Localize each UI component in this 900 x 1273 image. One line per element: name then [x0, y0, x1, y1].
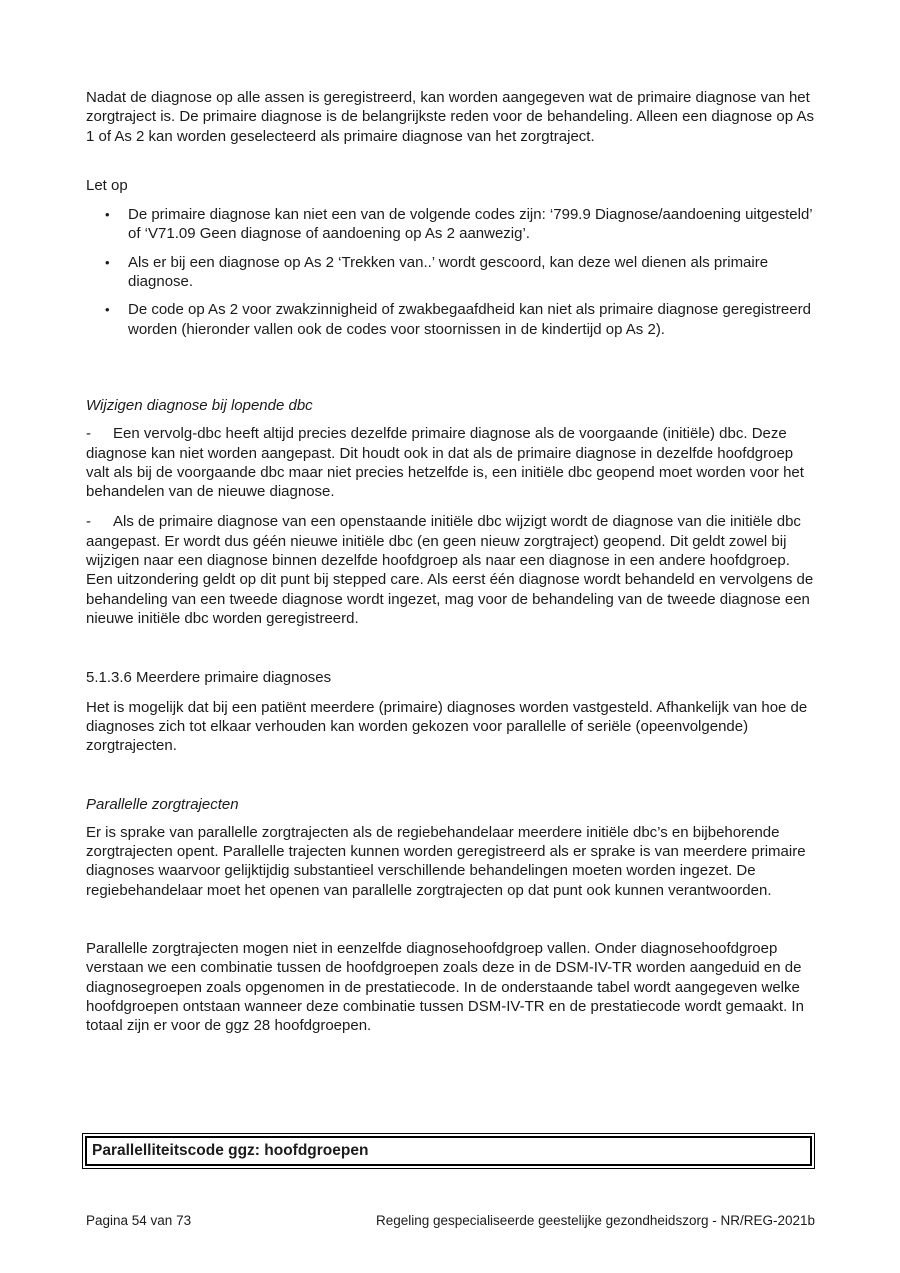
dash-item — [86, 512, 815, 628]
parallelle-paragraph-2: Parallelle zorgtrajecten mogen niet in eenzelfde diagnosehoofdgroep vallen. Onder diagnosehoofdgroep verstaan we een combinatie tussen de hoofdgroepen zoals deze in de DSM-IV-TR worden aangeduid en de diagnosegroepen zoals opgenomen in de prestatiecode. In de onderstaande tabel wordt aangegeven welke hoofdgroepen ontstaan wanneer deze combinatie tussen DSM-IV-TR en de prestatiecode wordt gemaakt. In totaal zijn er voor de ggz 28 hoofdgroepen. — [86, 939, 804, 1035]
footer-page-number: Pagina 54 van 73 — [86, 1213, 192, 1228]
dash-marker: - — [86, 425, 91, 443]
table-header-box — [82, 1133, 815, 1169]
list-item-text: Als er bij een diagnose op As 2 ‘Trekken van..’ wordt gescoord, kan deze wel dienen als primaire diagnose. — [128, 253, 769, 291]
parallelle-heading: Parallelle zorgtrajecten — [86, 796, 239, 814]
table-header-cell: Parallelliteitscode ggz: hoofdgroepen — [85, 1136, 812, 1166]
bullet-icon: • — [105, 302, 110, 318]
dash-item-text: Een vervolg-dbc heeft altijd precies dezelfde primaire diagnose als de voorgaande (initiële) dbc. Deze diagnose kan niet worden aangepast. Dit houdt ook in dat als de primaire diagnose in dezelfde hoofdgroep valt als bij de voorgaande dbc maar niet precies hetzelfde is, een initiële dbc geopend moet worden voor het behandelen van de nieuwe diagnose. — [86, 425, 804, 501]
page-content — [86, 0, 815, 1035]
dash-item-text: Als de primaire diagnose van een openstaande initiële dbc wijzigt wordt de diagnose van die initiële dbc aangepast. Er wordt dus géén nieuwe initiële dbc (en geen nieuw zorgtraject) geopend. Dit geldt zowel bij wijzigen naar een diagnose binnen dezelfde hoofdgroep als naar een diagnose in een andere hoofdgroep. Een uitzondering geldt op dit punt bij stepped care. Als eerst één diagnose wordt behandeld en vervolgens de behandeling van een tweede diagnose wordt ingezet, mag voor de behandeling van de tweede diagnose een nieuwe initiële dbc worden geregistreerd. — [86, 513, 814, 627]
section-heading: 5.1.3.6 Meerdere primaire diagnoses — [86, 669, 332, 687]
dash-marker: - — [86, 513, 91, 531]
dash-item — [86, 424, 815, 501]
list-item — [86, 300, 815, 339]
bullet-icon: • — [105, 207, 110, 223]
intro-paragraph: Nadat de diagnose op alle assen is geregistreerd, kan worden aangegeven wat de primaire diagnose van het zorgtraject is. De primaire diagnose is de belangrijkste reden voor de behandeling. Alleen een diagnose op As 1 of As 2 kan worden geselecteerd als primaire diagnose van het zorgtraject. — [86, 89, 814, 145]
letop-bullet-list — [86, 205, 815, 339]
letop-heading: Let op — [86, 176, 128, 194]
bullet-icon: • — [105, 254, 110, 270]
wijzigen-heading: Wijzigen diagnose bij lopende dbc — [86, 396, 313, 414]
section-body-paragraph: Het is mogelijk dat bij een patiënt meerdere (primaire) diagnoses worden vastgesteld. Afhankelijk van hoe de diagnoses zich tot elkaar verhouden kan worden gekozen voor parallelle of seriële (opeenvolgende) zorgtrajecten. — [86, 698, 808, 755]
list-item-text: De code op As 2 voor zwakzinnigheid of zwakbegaafdheid kan niet als primaire diagnose geregistreerd worden (hieronder vallen ook de codes voor stoornissen in de kindertijd op As 2). — [128, 301, 811, 338]
list-item — [86, 253, 815, 292]
list-item-text: De primaire diagnose kan niet een van de volgende codes zijn: ‘799.9 Diagnose/aandoening uitgesteld’ of ‘V71.09 Geen diagnose of aandoening op As 2 aanwezig’. — [128, 206, 813, 243]
list-item — [86, 205, 815, 244]
footer-doc-title: Regeling gespecialiseerde geestelijke gezondheidszorg - NR/REG-2021b — [375, 1213, 815, 1228]
page-footer — [86, 1213, 815, 1229]
parallelle-paragraph-1: Er is sprake van parallelle zorgtrajecten als de regiebehandelaar meerdere initiële dbc’s en bijbehorende zorgtrajecten opent. Parallelle trajecten kunnen worden geregistreerd als er sprake is van meerdere primaire diagnoses waarvoor gelijktijdig substantieel verschillende behandelingen moeten worden ingezet. De regiebehandelaar moet het openen van parallelle zorgtrajecten op dat punt ook kunnen verantwoorden. — [86, 823, 806, 899]
